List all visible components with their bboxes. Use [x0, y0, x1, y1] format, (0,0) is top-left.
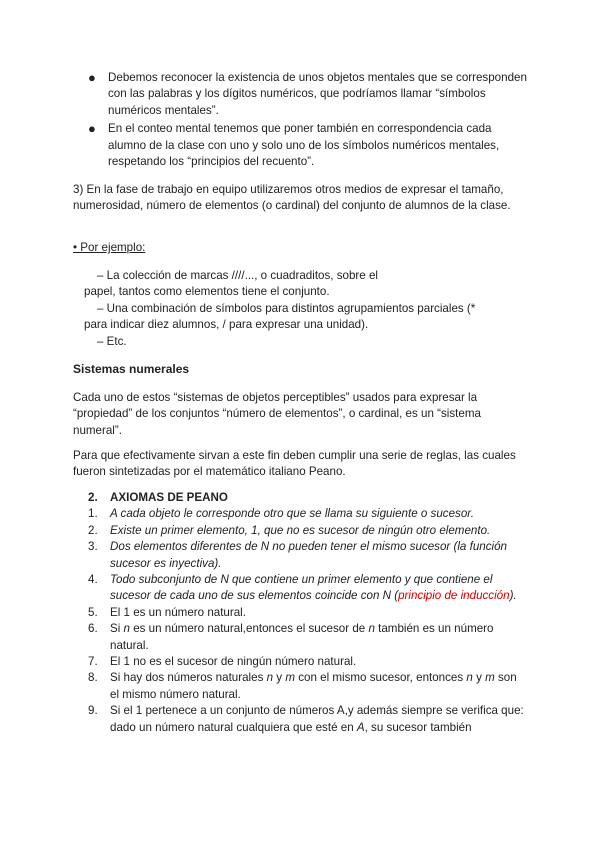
- bullet-icon: ●: [88, 121, 96, 137]
- bullet-icon: ●: [88, 70, 96, 85]
- paragraph-peano: Para que efectivamente sirvan a este fin deben cumplir una serie de reglas, las cuales fueron sintetizadas por el matemático italiano Peano.: [73, 449, 516, 479]
- bullet-text: Debemos reconocer la existencia de unos objetos mentales que se corresponden con las palabras y los dígitos numéricos, que podríamos llamar “símbolos numéricos mentales”.: [108, 71, 527, 117]
- intro-bullet-list: [88, 70, 528, 172]
- paragraph-sistemas: Cada uno de estos “sistemas de objetos perceptibles” usados para expresar la “propiedad” de los conjuntos “número de elementos”, o cardinal, es un “sistema numeral”.: [73, 391, 481, 437]
- list-item: 5. El 1 es un número natural.: [88, 605, 246, 619]
- example-line: papel, tantos como elementos tiene el conjunto.: [84, 285, 330, 299]
- example-line: para indicar diez alumnos, / para expresar una unidad).: [84, 318, 369, 332]
- section-title: Sistemas numerales: [73, 362, 190, 376]
- list-item: 3. Dos elementos diferentes de N no pueden tener el mismo sucesor (la función sucesor es inyectiva).: [88, 540, 507, 570]
- list-item: 9. Si el 1 pertenece a un conjunto de números A,y además siempre se verifica que: dado un número natural cualquiera que esté en A, su sucesor también: [88, 704, 524, 734]
- list-item: 1. A cada objeto le corresponde otro que se llama su siguiente o sucesor.: [88, 507, 474, 521]
- list-item: 8. Si hay dos números naturales n y m con el mismo sucesor, entonces n y m son el mismo número natural.: [88, 671, 517, 701]
- examples-block: [84, 268, 517, 350]
- axioms-list: [88, 490, 528, 736]
- list-item: [88, 70, 528, 119]
- paragraph-fase-equipo: 3) En la fase de trabajo en equipo utilizaremos otros medios de expresar el tamaño, numerosidad, número de elementos (o cardinal) del conjunto de alumnos de la clase.: [73, 183, 511, 213]
- list-item: 7. El 1 no es el sucesor de ningún número natural.: [88, 655, 357, 669]
- example-line: – Etc.: [97, 334, 127, 348]
- por-ejemplo-label: • Por ejemplo:: [73, 241, 146, 254]
- list-item: [88, 121, 528, 170]
- list-item: 4. Todo subconjunto de N que contiene un primer elemento y que contiene el sucesor de cada uno de sus elementos coincide con N (principio de inducción).: [88, 573, 517, 603]
- list-item: 6. Si n es un número natural,entonces el sucesor de n también es un número natural.: [88, 622, 494, 652]
- bullet-text: En el conteo mental tenemos que poner también en correspondencia cada alumno de la clase con uno y solo uno de los símbolos numéricos mentales, respetando los “principios del recuento”.: [108, 122, 500, 169]
- axioms-title: 2. AXIOMAS DE PEANO: [88, 491, 228, 504]
- example-line: – Una combinación de símbolos para distintos agrupamientos parciales (*: [97, 301, 476, 315]
- principio-induccion-highlight: principio de inducción: [398, 589, 510, 603]
- example-line: – La colección de marcas ////..., o cuadraditos, sobre el: [97, 269, 378, 282]
- list-item: 2. Existe un primer elemento, 1, que no es sucesor de ningún otro elemento.: [88, 523, 491, 537]
